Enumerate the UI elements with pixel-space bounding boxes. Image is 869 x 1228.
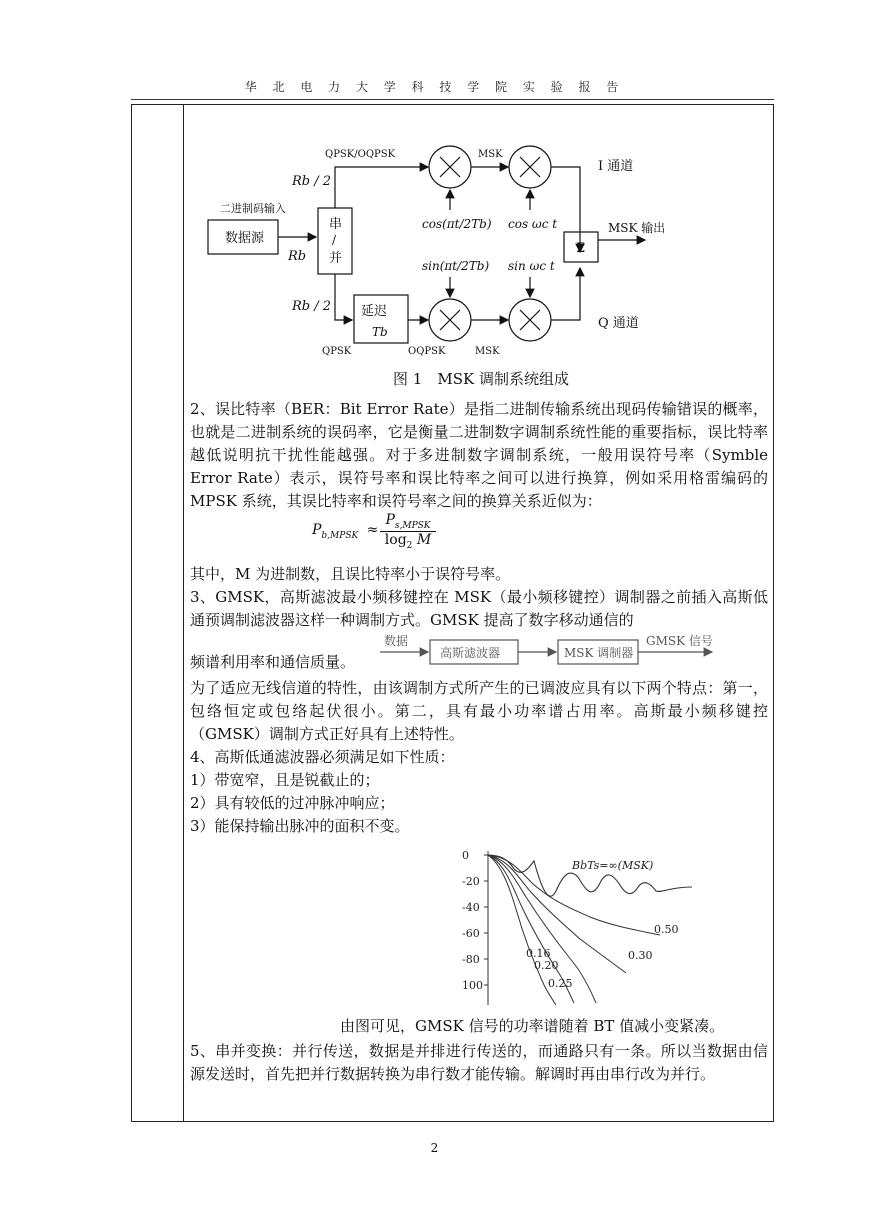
rb2-top: Rb / 2: [292, 174, 332, 189]
formula-num: P: [385, 512, 395, 528]
chain-filter: 高斯滤波器: [440, 646, 501, 660]
spec-y-tick-2: -40: [462, 901, 480, 914]
sp-char-2: /: [332, 233, 337, 247]
paragraph-3c: [190, 677, 768, 838]
paragraph-2b: [190, 563, 768, 632]
spectrum-conclusion: [340, 1015, 770, 1038]
sum-symbol: Σ: [576, 241, 586, 256]
figure1-caption: 图 1 MSK 调制系统组成: [393, 370, 569, 388]
formula-den-tail: M: [412, 531, 432, 548]
delay-sym: Tb: [372, 325, 388, 339]
paragraph-2: [190, 398, 768, 513]
chain-input: 数据: [384, 634, 409, 648]
msk-top: MSK: [478, 149, 503, 160]
chain-modulator: MSK 调制器: [564, 646, 634, 660]
page-number: 2: [430, 1141, 439, 1155]
delay-label: 延迟: [361, 304, 388, 319]
p2-text: 2、误比特率（BER：Bit Error Rate）是指二进制传输系统出现码传输错误的概率，也就是二进制系统的误码率，它是衡量二进制数字调制系统性能的重要指标，误比特率越低说明抗干扰性能越强。对于多进制数字调制系统，一般用误符号率（Symble Error Rate）表示，误符号率和误比特率之间可以进行换算，例如采用格雷编码的 MPSK 系统，其误比特率和误符号率之间的换算关系近似为：: [190, 400, 768, 510]
formula-approx: ≈: [366, 522, 379, 538]
sin-wc: sin ωc t: [508, 259, 555, 273]
formula-lhs-sub: b,MPSK: [321, 530, 359, 541]
i-channel: I 通道: [598, 159, 634, 174]
cos-pi: cos(πt/2Tb): [422, 217, 492, 231]
rb: Rb: [288, 249, 307, 264]
p2b-text: 其中，M 为进制数，且误比特率小于误符号率。: [190, 565, 511, 583]
p4-item-2: 2）具有较低的过冲脉冲响应；: [190, 794, 395, 812]
qpsk-bottom: QPSK: [322, 346, 352, 357]
formula-fraction: [380, 512, 436, 551]
sin-pi: sin(πt/2Tb): [422, 259, 490, 273]
p4-text: 4、高斯低通滤波器必须满足如下性质：: [190, 748, 455, 766]
spec-label-020: 0.20: [534, 959, 559, 972]
sp-char-3: 并: [329, 251, 343, 266]
header-rule: [131, 99, 774, 100]
spec-y-tick-3: -60: [462, 927, 480, 940]
msk-block-diagram: [200, 140, 670, 360]
left-column: [132, 105, 184, 1121]
p4-item-3: 3）能保持输出脉冲的面积不变。: [190, 817, 410, 835]
paragraph-5: [190, 1040, 768, 1086]
q-channel: Q 通道: [598, 316, 639, 331]
qpsk-oqpsk-top: QPSK/OQPSK: [325, 149, 396, 160]
p4-item-1: 1）带宽窄，且是锐截止的；: [190, 771, 380, 789]
paragraph-3b: [190, 651, 768, 674]
msk-output: MSK 输出: [608, 221, 666, 235]
spec-y-tick-5: 100: [462, 979, 483, 992]
msk-bottom: MSK: [475, 346, 500, 357]
spec-label-016: 0.16: [526, 947, 551, 960]
p3b-text: 频谱利用率和通信质量。: [190, 653, 356, 671]
oqpsk-bottom: OQPSK: [408, 346, 446, 357]
binary-input-label: 二进制码输入: [220, 202, 286, 215]
data-source-label: 数据源: [225, 231, 265, 246]
spec-y-tick-4: -80: [462, 953, 480, 966]
spec-y-tick-1: -20: [462, 875, 480, 888]
sp-char-1: 串: [329, 217, 343, 232]
formula-den-sub: 2: [406, 540, 413, 551]
report-header: 华 北 电 力 大 学 科 技 学 院 实 验 报 告: [244, 80, 625, 94]
ber-formula: [312, 522, 382, 541]
formula-den: log: [384, 531, 407, 548]
formula-lhs: P: [312, 522, 322, 538]
spec-label-050: 0.50: [654, 923, 679, 936]
gmsk-spectrum-figure: [460, 843, 694, 1007]
formula-num-sub: s,MPSK: [394, 520, 431, 531]
p3-text: 3、GMSK，高斯滤波最小频移键控在 MSK（最小频移键控）调制器之前插入高斯低通预调制滤波器这样一种调制方式。GMSK 提高了数字移动通信的: [190, 588, 768, 629]
p4-tail-text: 由图可见，GMSK 信号的功率谱随着 BT 值减小变紧凑。: [340, 1017, 725, 1035]
p3c-text: 为了适应无线信道的特性，由该调制方式所产生的已调波应具有以下两个特点：第一，包络恒定或包络起伏很小。第二，具有最小功率谱占用率。高斯最小频移键控（GMSK）调制方式正好具有上述特性。: [190, 679, 768, 743]
spec-label-025: 0.25: [548, 977, 573, 990]
spec-y-tick-0: 0: [462, 849, 469, 862]
rb2-bottom: Rb / 2: [292, 299, 332, 314]
p5-text: 5、串并变换：并行传送，数据是并排进行传送的，而通路只有一条。所以当数据由信源发送时，首先把并行数据转换为串行数才能传输。解调时再由串行改为并行。: [190, 1042, 768, 1083]
cos-wc: cos ωc t: [508, 217, 558, 231]
spec-label-030: 0.30: [628, 949, 653, 962]
spec-label-msk: BbTs=∞(MSK): [572, 859, 654, 872]
chain-output: GMSK 信号: [646, 634, 713, 648]
